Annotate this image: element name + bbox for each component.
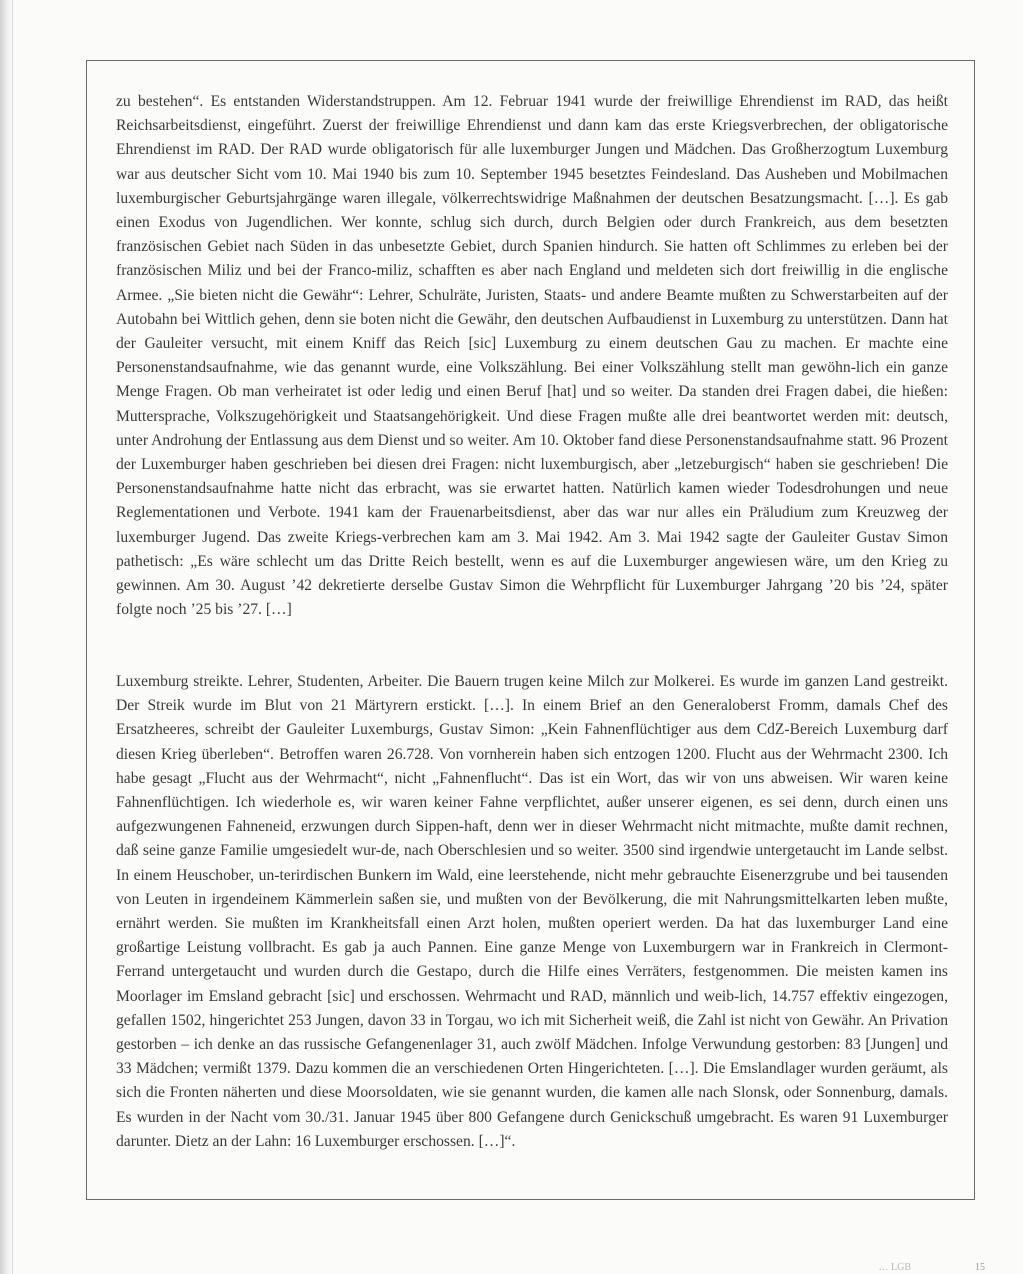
running-footer: … LGB bbox=[878, 1262, 911, 1273]
body-paragraph-1: zu bestehen“. Es entstanden Widerstandstruppen. Am 12. Februar 1941 wurde der freiwillige Ehrendienst im RAD, das heißt Reichsarbeitsdienst, eingeführt. Zuerst der freiwillige Ehrendienst und dann kam das erste Kriegsverbrechen, der obligatorische Ehrendienst im RAD. Der RAD wurde obligatorisch für alle luxemburger Jungen und Mädchen. Das Großherzogtum Luxemburg war aus deutscher Sicht vom 10. Mai 1940 bis zum 10. September 1945 besetztes Feindesland. Das Ausheben und Mobilmachen luxemburgischer Geburtsjahrgänge waren illegale, völkerrechtswidrige Maßnahmen der deutschen Besatzungsmacht. […]. Es gab einen Exodus von Jugendlichen. Wer konnte, schlug sich durch, durch Belgien oder durch Frankreich, aus dem besetzten französischen Gebiet nach Süden in das unbesetzte Gebiet, durch Spanien hindurch. Sie hatten oft Schlimmes zu erleben bei der französischen Miliz und bei der Franco-miliz, schafften es aber nach England und meldeten sich dort freiwillig in die englische Armee. „Sie bieten nicht die Gewähr“: Lehrer, Schulräte, Juristen, Staats- und andere Beamte mußten zu Schwerstarbeiten auf der Autobahn bei Wittlich gehen, denn sie boten nicht die Gewähr, den deutschen Aufbaudienst in Luxemburg zu unterstützen. Dann hat der Gauleiter versucht, mit einem Kniff das Reich [sic] Luxemburg zu einem deutschen Gau zu machen. Er machte eine Personenstandsaufnahme, wie das genannt wurde, eine Volkszählung. Bei einer Volkszählung stellt man gewöhn-lich ein ganze Menge Fragen. Ob man verheiratet ist oder ledig und einen Beruf [hat] und so weiter. Da standen drei Fragen dabei, die hießen: Muttersprache, Volkszugehörigkeit und Staatsangehörigkeit. Und diese Fragen mußte alle drei beantwortet werden mit: deutsch, unter Androhung der Entlassung aus dem Dienst und so weiter. Am 10. Oktober fand diese Personenstandsaufnahme statt. 96 Prozent der Luxemburger haben geschrieben bei diesen drei Fragen: nicht luxemburgisch, aber „letzeburgisch“ haben sie geschrieben! Die Personenstandsaufnahme hatte nicht das erbracht, was sie erwartet hatten. Natürlich kamen wieder Todesdrohungen und neue Reglementationen und Verbote. 1941 kam der Frauenarbeitsdienst, aber das war nur alles ein Präludium zum Kreuzweg der luxemburger Jugend. Das zweite Kriegs-verbrechen kam am 3. Mai 1942. Am 3. Mai 1942 sagte der Gauleiter Gustav Simon pathetisch: „Es wäre schlecht um das Dritte Reich bestellt, wenn es auf die Luxemburger angewiesen wäre, um den Krieg zu gewinnen. Am 30. August ’42 dekretierte derselbe Gustav Simon die Wehrpflicht für Luxemburger Jahrgang ’20 bis ’24, später folgte noch ’25 bis ’27. […] bbox=[116, 93, 948, 619]
page-binding-edge bbox=[0, 0, 13, 1274]
page-number: 15 bbox=[975, 1262, 985, 1273]
body-paragraph-2: Luxemburg streikte. Lehrer, Studenten, Arbeiter. Die Bauern trugen keine Milch zur Molkerei. Es wurde im ganzen Land gestreikt. Der Streik wurde im Blut von 21 Märtyrern erstickt. […]. In einem Brief an den Generaloberst Fromm, damals Chef des Ersatzheeres, schreibt der Gauleiter Luxemburgs, Gustav Simon: „Kein Fahnenflüchtiger aus dem CdZ-Bereich Luxemburg darf diesen Krieg überleben“. Betroffen waren 26.728. Von vornherein haben sich entzogen 1200. Flucht aus der Wehrmacht 2300. Ich habe gesagt „Flucht aus der Wehrmacht“, nicht „Fahnenflucht“. Das ist ein Wort, das wir von uns abweisen. Wir waren keine Fahnenflüchtigen. Ich wiederhole es, wir waren keiner Fahne verpflichtet, außer unserer eigenen, es sei denn, durch einen uns aufgezwungenen Fahneneid, erzwungen durch Sippen-haft, denn wer in dieser Wehrmacht nicht mitmachte, mußte damit rechnen, daß seine ganze Familie umgesiedelt wur-de, nach Oberschlesien und so weiter. 3500 sind irgendwie untergetaucht im Lande selbst. In einem Heuschober, un-terirdischen Bunkern im Wald, eine leerstehende, nicht mehr gebrauchte Eisenerzgrube und bei tausenden von Leuten in irgendeinem Kämmerlein saßen sie, und mußten von der Bevölkerung, die mit Nahrungsmittelkarten leben mußte, ernährt werden. Sie mußten im Krankheitsfall einen Arzt holen, mußten operiert werden. Da hat das luxemburger Land eine großartige Leistung vollbracht. Es gab ja auch Pannen. Eine ganze Menge von Luxemburgern war in Frankreich in Clermont-Ferrand untergetaucht und wurden durch die Gestapo, durch die Hilfe eines Verräters, festgenommen. Die meisten kamen ins Moorlager im Emsland gebracht [sic] und erschossen. Wehrmacht und RAD, männlich und weib-lich, 14.757 effektiv eingezogen, gefallen 1502, hingerichtet 253 Jungen, davon 33 in Torgau, wo ich mit Sicherheit weiß, die Zahl ist nicht von Gewähr. An Privation gestorben – ich denke an das russische Gefangenenlager 31, auch zwölf Mädchen. Infolge Verwundung gestorben: 83 [Jungen] und 33 Mädchen; vermißt 1379. Dazu kommen die an verschiedenen Orten Hingerichteten. […]. Die Emslandlager wurden geräumt, als sich die Fronten näherten und diese Moorsoldaten, wie sie genannt wurden, die kamen alle nach Slonsk, oder Sonnenburg, damals. Es wurden in der Nacht vom 30./31. Januar 1945 über 800 Gefangene durch Genickschuß umgebracht. Es waren 91 Luxemburger darunter. Dietz an der Lahn: 16 Luxemburger erschossen. […]“. bbox=[116, 673, 948, 1150]
